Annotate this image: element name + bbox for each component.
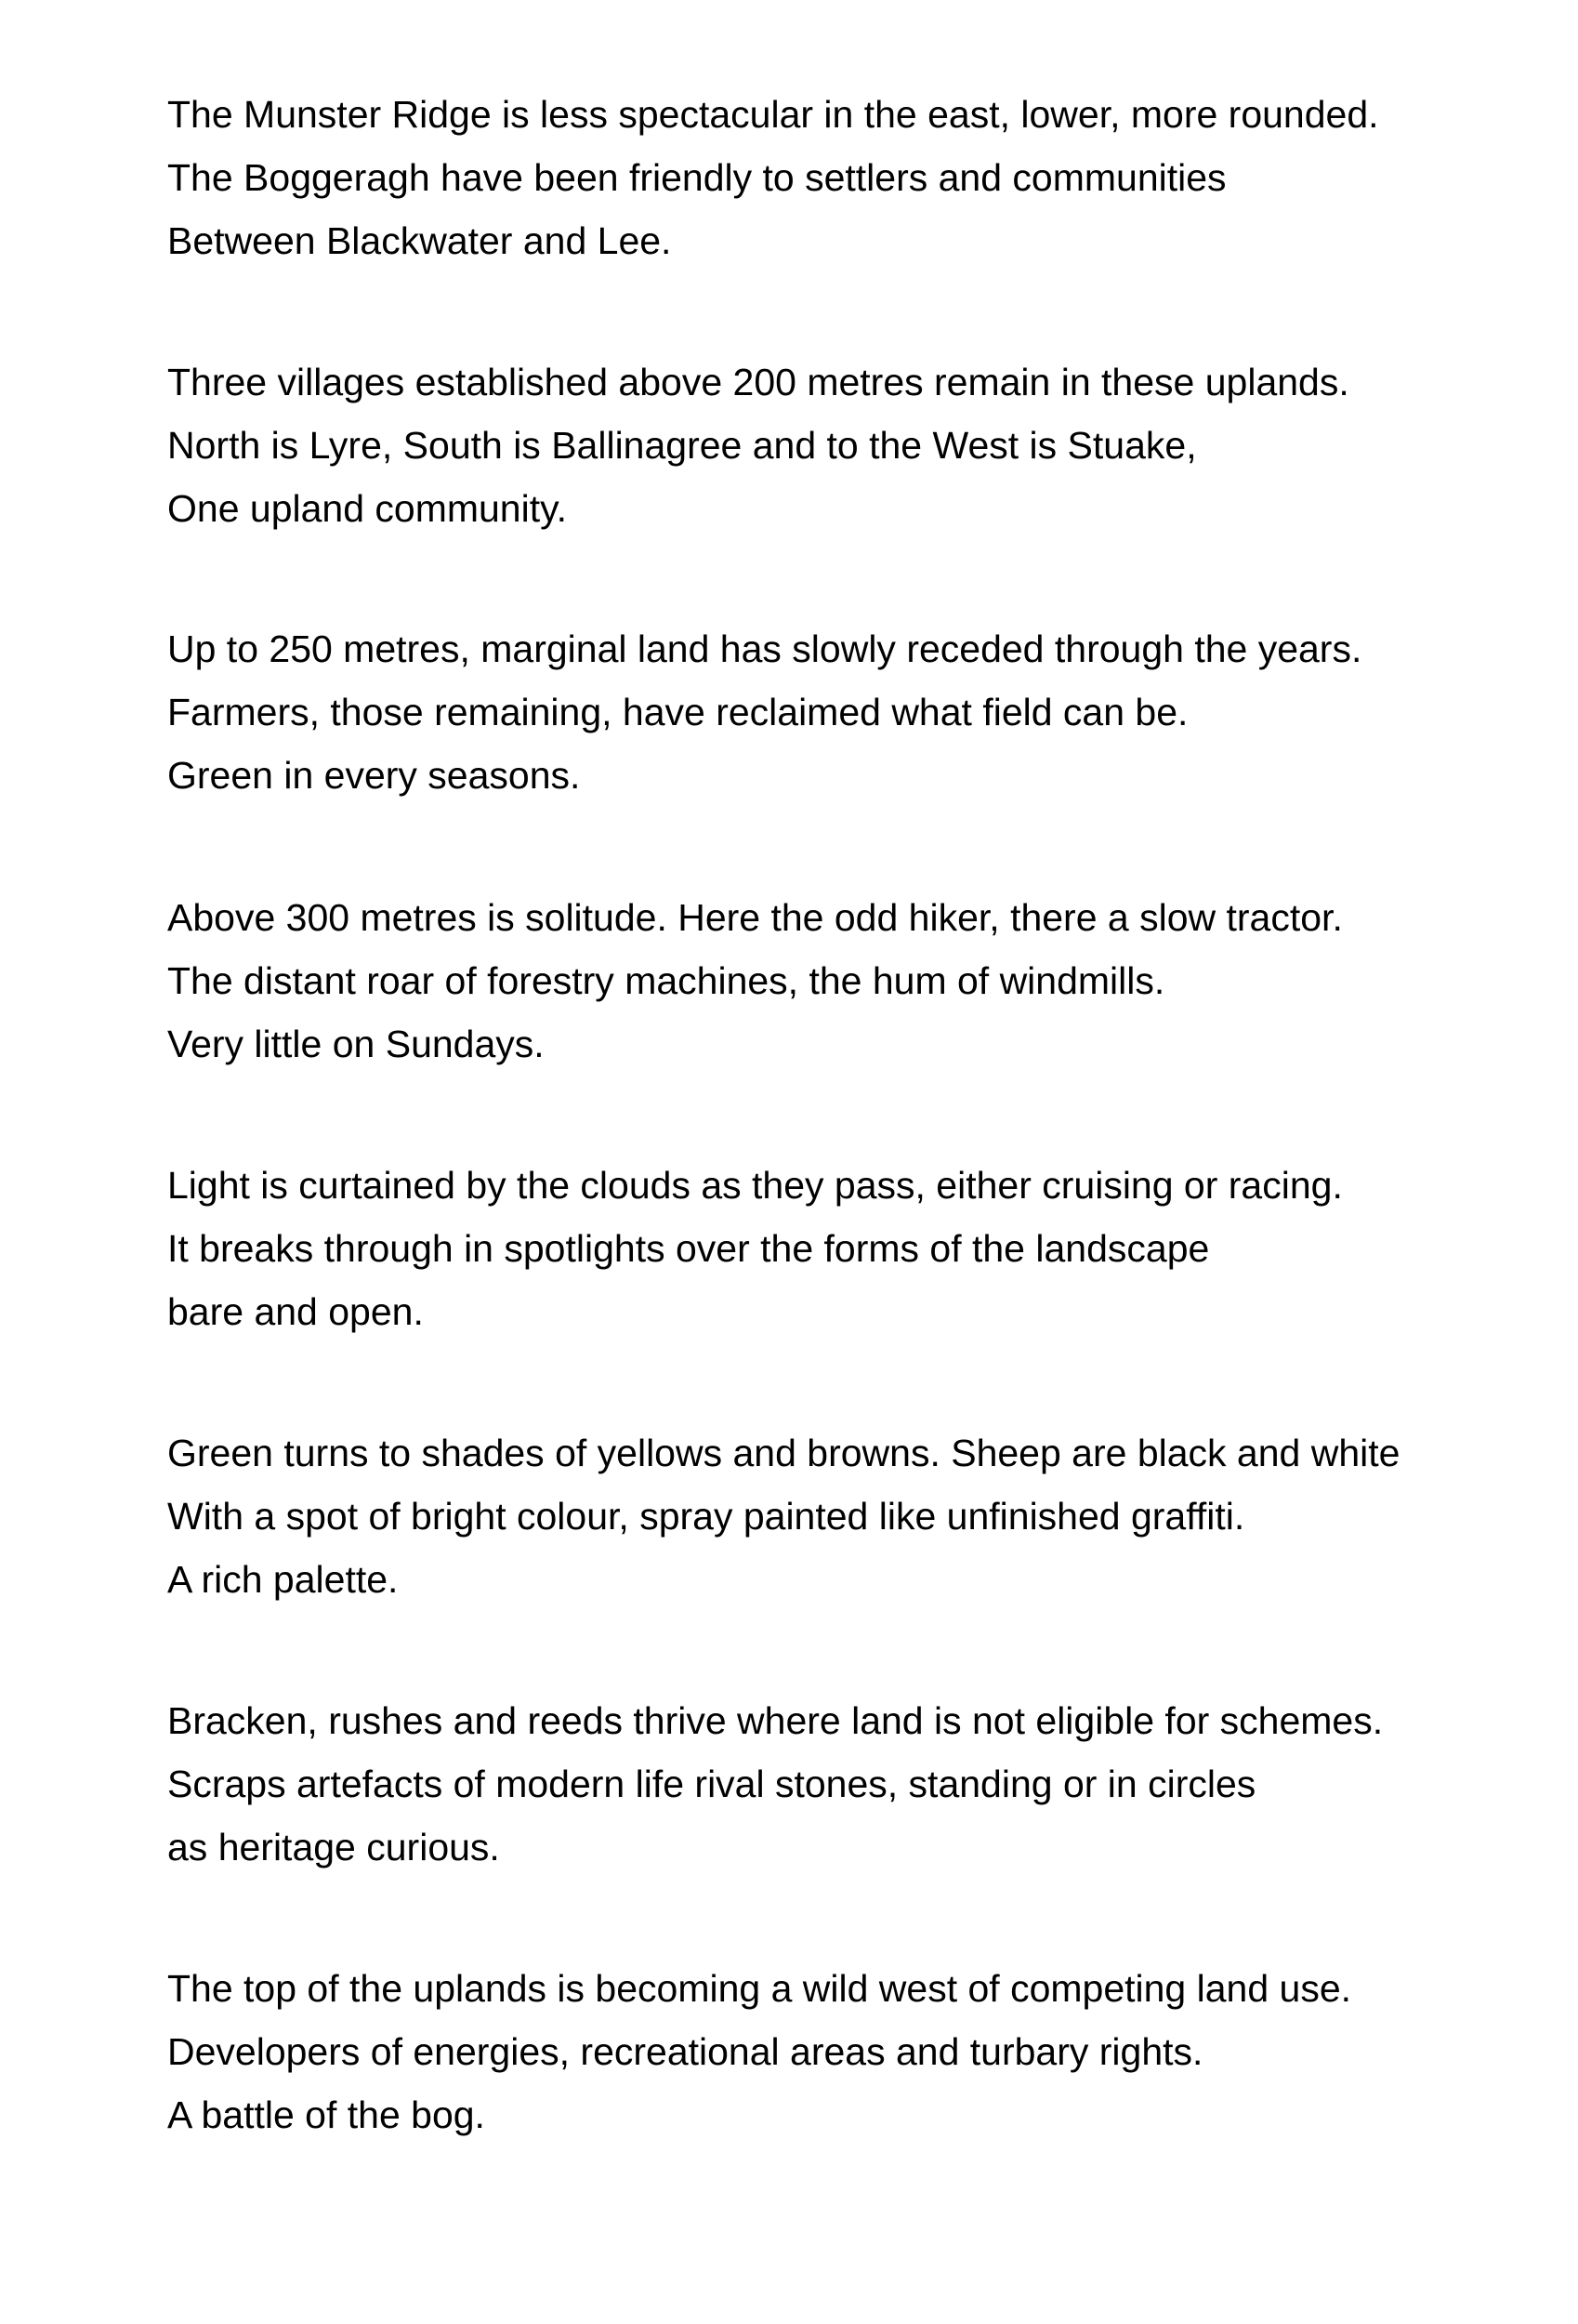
stanza-line: Above 300 metres is solitude. Here the odd hiker, there a slow tractor.	[167, 896, 1343, 939]
stanza-line: A rich palette.	[167, 1558, 399, 1601]
stanza-line: Light is curtained by the clouds as they pass, either cruising or racing.	[167, 1164, 1343, 1207]
stanza-line: With a spot of bright colour, spray painted like unfinished graffiti.	[167, 1495, 1245, 1538]
stanza-3	[167, 617, 1468, 807]
stanza-line: Scraps artefacts of modern life rival stones, standing or in circles	[167, 1763, 1256, 1805]
stanza-line: The Boggeragh have been friendly to settlers and communities	[167, 156, 1227, 199]
stanza-line: as heritage curious.	[167, 1826, 500, 1868]
stanza-7	[167, 1689, 1468, 1879]
stanza-line: Green turns to shades of yellows and browns. Sheep are black and white	[167, 1432, 1400, 1474]
stanza-line: bare and open.	[167, 1290, 424, 1333]
stanza-line: Three villages established above 200 metres remain in these uplands.	[167, 361, 1349, 403]
stanza-line: A battle of the bog.	[167, 2093, 485, 2136]
stanza-line: North is Lyre, South is Ballinagree and to the West is Stuake,	[167, 424, 1197, 467]
stanza-line: Between Blackwater and Lee.	[167, 219, 672, 262]
stanza-line: It breaks through in spotlights over the forms of the landscape	[167, 1227, 1210, 1270]
stanza-line: One upland community.	[167, 487, 567, 530]
stanza-line: Green in every seasons.	[167, 754, 581, 797]
stanza-6	[167, 1421, 1468, 1611]
stanza-5	[167, 1154, 1468, 1343]
stanza-line: The top of the uplands is becoming a wild west of competing land use.	[167, 1967, 1352, 2010]
stanza-line: The distant roar of forestry machines, the hum of windmills.	[167, 959, 1165, 1002]
stanza-line: Up to 250 metres, marginal land has slowly receded through the years.	[167, 627, 1362, 670]
stanza-1	[167, 83, 1468, 272]
stanza-8	[167, 1957, 1468, 2146]
stanza-line: Bracken, rushes and reeds thrive where land is not eligible for schemes.	[167, 1699, 1384, 1742]
stanza-4	[167, 886, 1468, 1076]
stanza-line: Developers of energies, recreational areas and turbary rights.	[167, 2030, 1203, 2073]
stanza-2	[167, 350, 1468, 540]
stanza-line: Very little on Sundays.	[167, 1023, 545, 1065]
stanza-line: Farmers, those remaining, have reclaimed what field can be.	[167, 691, 1189, 733]
stanza-line: The Munster Ridge is less spectacular in the east, lower, more rounded.	[167, 93, 1379, 136]
